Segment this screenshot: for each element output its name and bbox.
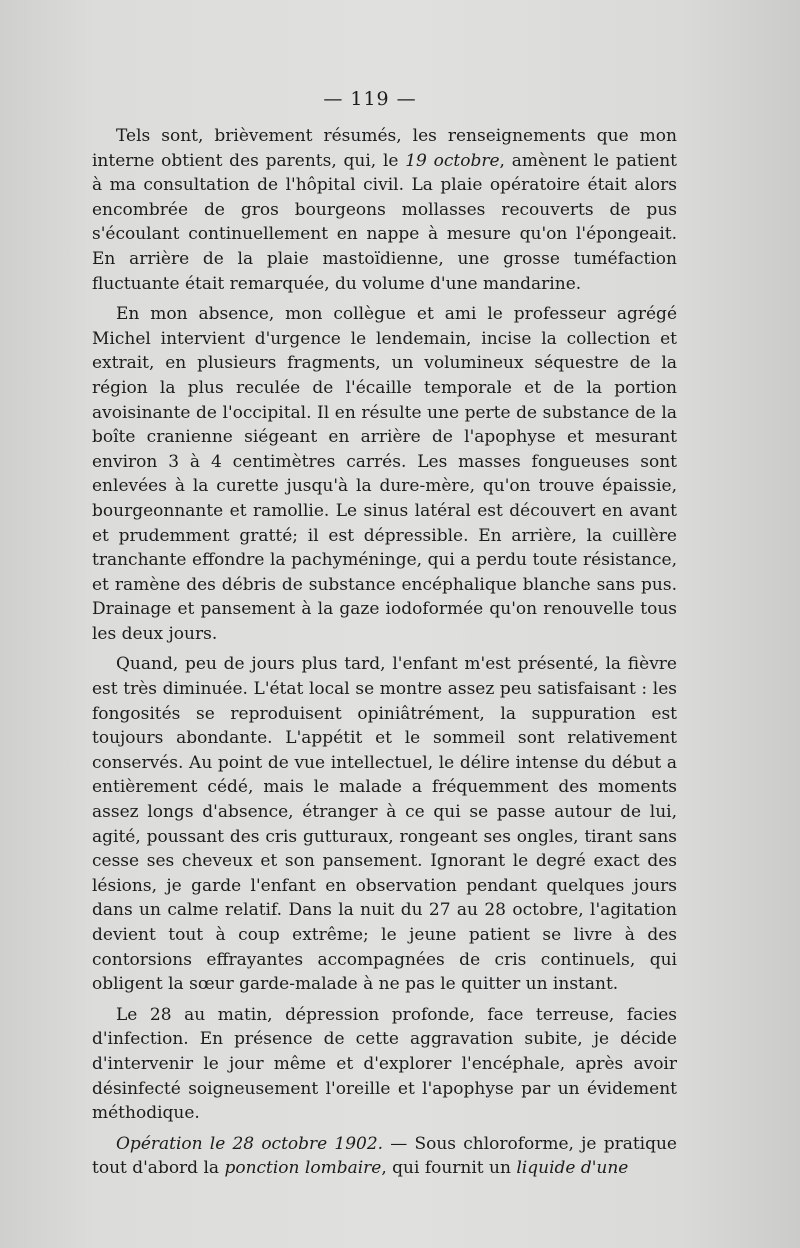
- italic-date: 19 octobre: [405, 150, 500, 171]
- text-run: Quand, peu de jours plus tard, l'enfant m'est présenté, la fièvre est très diminuée. L'état local se montre assez peu satisfaisant : les fongosités se reproduisent opiniâtrément, la suppuration est toujours abondante. L'appétit et le sommeil sont relativement conservés. Au point de vue intellectuel, le délire intense du début a entièrement cédé, mais le malade a fréquemment des moments assez longs d'absence, étranger à ce qui se passe autour de lui, agité, poussant des cris gutturaux, rongeant ses ongles, tirant sans cesse ses cheveux et son pansement. Ignorant le degré exact des lésions, je garde l'enfant en observation pendant quelques jours dans un calme relatif. Dans la nuit du 27 au 28 octobre, l'agitation devient tout à coup extrême; le jeune patient se livre à des contorsions effrayantes accompagnées de cris continuels, qui obligent la sœur garde-malade à ne pas le quitter un instant.: [92, 654, 677, 995]
- italic-heading: Opération le 28 octobre 1902.: [116, 1133, 384, 1154]
- paragraph-3: [92, 652, 677, 996]
- paragraph-2: [92, 302, 677, 646]
- text-run: Tels sont, brièvement résumés, les renseignements que mon interne obtient des parents, qui, le: [92, 126, 677, 171]
- body-text: [92, 124, 677, 1187]
- text-run: Le 28 au matin, dépression profonde, face terreuse, facies d'infection. En présence de cette aggravation subite, je décide d'intervenir le jour même et d'explorer l'encéphale, après avoir désinfecté soigneusement l'oreille et l'apophyse par un évidement méthodique.: [92, 1004, 677, 1124]
- text-run: , qui fournit un: [381, 1158, 517, 1179]
- italic-term: liquide d'une: [516, 1158, 629, 1179]
- text-run: — Sous chloroforme, je pratique tout d'abord la: [92, 1133, 677, 1179]
- paragraph-5: [92, 1132, 677, 1181]
- paragraph-4: [92, 1003, 677, 1126]
- paragraph-1: [92, 124, 677, 296]
- page-number: — 119 —: [323, 88, 417, 110]
- text-run: En mon absence, mon collègue et ami le professeur agrégé Michel intervient d'urgence le lendemain, incise la collection et extrait, en plusieurs fragments, un volumineux séquestre de la région la plus reculée de l'écaille temporale et de la portion avoisinante de l'occipital. Il en résulte une perte de substance de la boîte cranienne siégeant en arrière de l'apophyse et mesurant environ 3 à 4 centimètres carrés. Les masses fongueuses sont enlevées à la curette jusqu'à la dure-mère, qu'on trouve épaissie, bourgeonnante et ramollie. Le sinus latéral est découvert en avant et prudemment gratté; il est dépressible. En arrière, la cuillère tranchante effondre la pachyméninge, qui a perdu toute résistance, et ramène des débris de substance encéphalique blanche sans pus. Drainage et pansement à la gaze iodoformée qu'on renouvelle tous les deux jours.: [92, 304, 677, 644]
- text-run: , amènent le patient à ma consultation de l'hôpital civil. La plaie opératoire était alors encombrée de gros bourgeons mollasses recouverts de pus s'écoulant continuellement en nappe à mesure qu'on l'épongeait. En arrière de la plaie mastoïdienne, une grosse tuméfaction fluctuante était remarquée, du volume d'une mandarine.: [92, 150, 677, 294]
- italic-term: ponction lombaire: [224, 1158, 382, 1179]
